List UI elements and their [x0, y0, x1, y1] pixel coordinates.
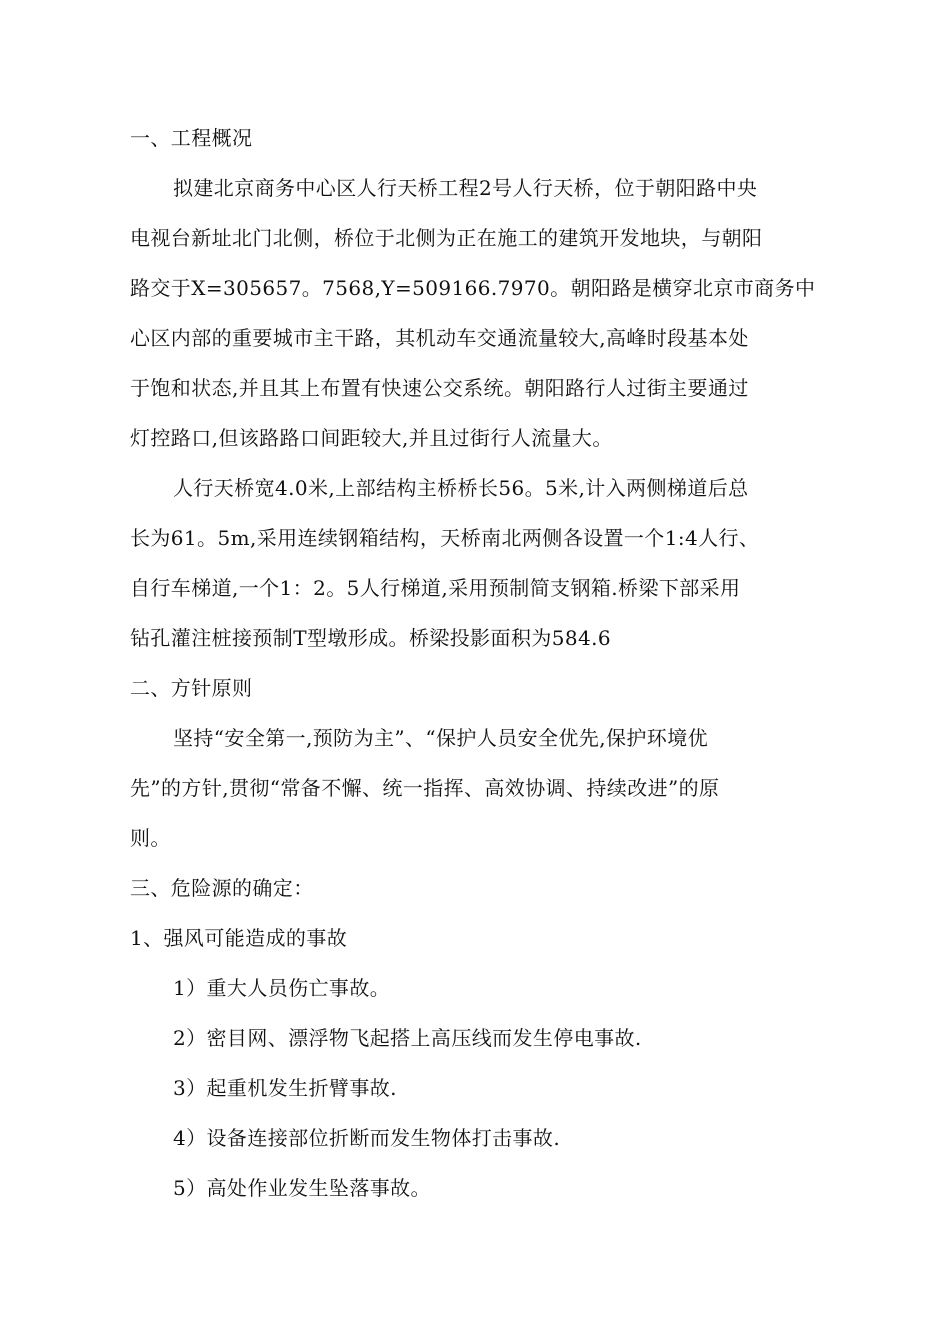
paragraph-line: 心区内部的重要城市主干路，其机动车交通流量较大,高峰时段基本处	[130, 326, 749, 350]
list-item: 3）起重机发生折臂事故.	[173, 1076, 397, 1100]
list-item: 2）密目网、漂浮物飞起搭上高压线而发生停电事故.	[173, 1026, 642, 1050]
paragraph-line: 灯控路口,但该路路口间距较大,并且过街行人流量大。	[130, 426, 613, 450]
subsection-heading-wind: 1、强风可能造成的事故	[130, 926, 348, 950]
paragraph-line: 路交于X=305657。7568,Y=509166.7970。朝阳路是横穿北京市商务中	[130, 276, 816, 300]
paragraph-line: 长为61。5m,采用连续钢箱结构，天桥南北两侧各设置一个1:4人行、	[130, 526, 760, 550]
paragraph-line: 自行车梯道,一个1：2。5人行梯道,采用预制简支钢箱.桥梁下部采用	[130, 576, 741, 600]
paragraph-line: 钻孔灌注桩接预制T型墩形成。桥梁投影面积为584.6	[130, 626, 611, 650]
paragraph-line: 坚持“安全第一,预防为主”、“保护人员安全优先,保护环境优	[173, 726, 708, 750]
list-item: 1）重大人员伤亡事故。	[173, 976, 391, 1000]
section-heading-overview: 一、工程概况	[130, 126, 253, 150]
paragraph-line: 人行天桥宽4.0米,上部结构主桥桥长56。5米,计入两侧梯道后总	[173, 476, 749, 500]
paragraph-line: 拟建北京商务中心区人行天桥工程2号人行天桥，位于朝阳路中央	[173, 176, 758, 200]
list-item: 5）高处作业发生坠落事故。	[173, 1176, 431, 1200]
section-heading-hazards: 三、危险源的确定：	[130, 876, 314, 900]
list-item: 4）设备连接部位折断而发生物体打击事故.	[173, 1126, 561, 1150]
paragraph-line: 电视台新址北门北侧，桥位于北侧为正在施工的建筑开发地块，与朝阳	[130, 226, 763, 250]
paragraph-line: 于饱和状态,并且其上布置有快速公交系统。朝阳路行人过街主要通过	[130, 376, 749, 400]
paragraph-line: 先”的方针,贯彻“常备不懈、统一指挥、高效协调、持续改进”的原	[130, 776, 720, 800]
section-heading-principles: 二、方针原则	[130, 676, 253, 700]
paragraph-line: 则。	[130, 826, 171, 850]
